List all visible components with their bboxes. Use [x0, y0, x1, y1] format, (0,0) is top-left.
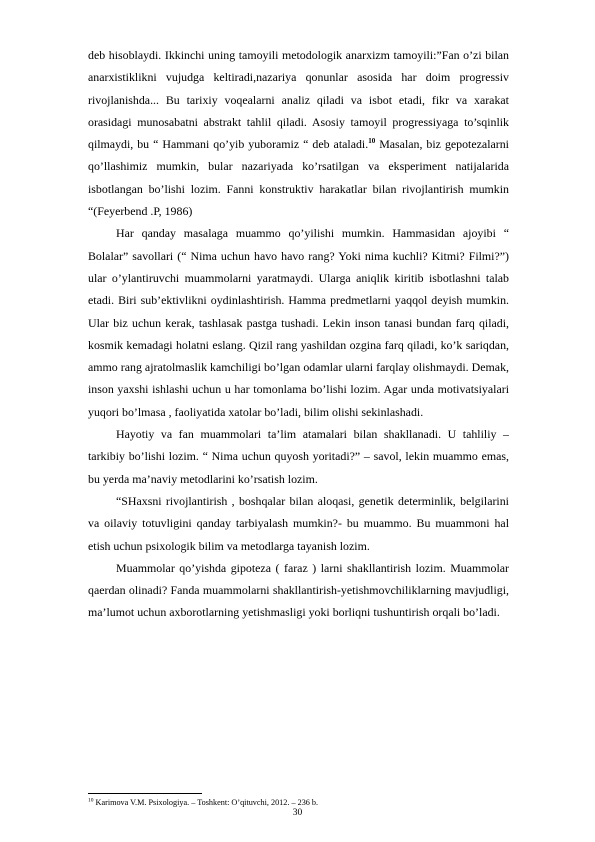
footnote-reference[interactable]: 10	[368, 137, 376, 146]
footnote-marker: 10	[88, 797, 94, 804]
paragraph-1-text: deb hisoblaydi. Ikkinchi uning tamoyili metodologik anarxizm tamoyili:”Fan o’zi bilan anarxistiklikni vujudga keltiradi,nazariya qonunlar asosida har doim progressiv rivojlanishda... Bu tarixiy voqealarni analiz qiladi va isbot etadi, fikr va xarakat orasidagi munosabatni abstrakt tahlil qiladi. Asosiy tamoyil progressiyaga to’sqinlik qilmaydi, bu “ Hammani qo’yib yuboramiz “ deb ataladi.	[88, 48, 509, 152]
paragraph-3: Hayotiy va fan muammolari ta’lim atamalari bilan shakllanadi. U tahliliy – tarkibiy bo’lishi lozim. “ Nima uchun quyosh yoritadi?” – savol, lekin muammo emas, bu yerda ma’naviy metodlarini ko’rsatish lozim.	[88, 427, 509, 486]
paragraph-1	[88, 44, 509, 222]
paragraph-5: Muammolar qo’yishda gipoteza ( faraz ) larni shakllantirish lozim. Muammolar qaerdan olinadi? Fanda muammolarni shakllantirish-yetishmovchiliklarning mavjudligi, ma’lumot uchun axborotlarning yetishmasligi yoki borliqni tushuntirish orqali bo’ladi.	[88, 560, 509, 620]
paragraph-2: Har qanday masalaga muammo qo’yilishi mumkin. Hammasidan ajoyibi “ Bolalar” savollari (“ Nima uchun havo havo rang? Yoki nima kuchli? Kitmi? Filmi?”) ular o’ylantiruvchi muammolarni yaratmaydi. Ularga aniqlik kiritib isbotlashni talab etadi. Biri sub’ektivlikni oydinlashtirish. Hamma predmetlarni yaqqol deyish mumkin. Ular biz uchun kerak, tashlasak pastga tushadi. Lekin inson tanasi bundan farq qiladi, kosmik kemadagi holatni eslang. Qizil rang yashildan ozgina farq qiladi, ko’k sariqdan, ammo rang ajratolmaslik kamchiligi bo’lgan odamlar ularni farqlay olishmaydi. Demak, inson yaxshi ishlashi uchun u har tomonlama bo’lishi lozim. Agar unda motivatsiyalari yuqori bo’lmasa , faoliyatida xatolar bo’ladi, bilim olishi sekinlashadi.	[88, 226, 509, 419]
paragraph-4: “SHaxsni rivojlantirish , boshqalar bilan aloqasi, genetik determinlik, belgilarini va oilaviy totuvligini qanday tarbiyalash mumkin?- bu muammo. Bu muammoni hal etish uchun psixologik bilim va metodlarga tayanish lozim.	[88, 493, 509, 553]
paragraph-1-tail: Masalan, biz gepotezalarni qo’llashimiz mumkin, bular nazariyada ko’rsatilgan va eksperiment natijalarida isbotlangan bo’lishi lozim. Fanni konstruktiv harakatlar bilan rivojlantirish mumkin “(Feyerbend .P, 1986)	[88, 137, 509, 219]
footnote-divider	[88, 793, 202, 794]
page-number: 30	[292, 808, 303, 818]
page-body	[88, 44, 509, 624]
footnote-text: Karimova V.M. Psixologiya. – Toshkent: O’qituvchi, 2012. – 236 b.	[93, 798, 319, 807]
